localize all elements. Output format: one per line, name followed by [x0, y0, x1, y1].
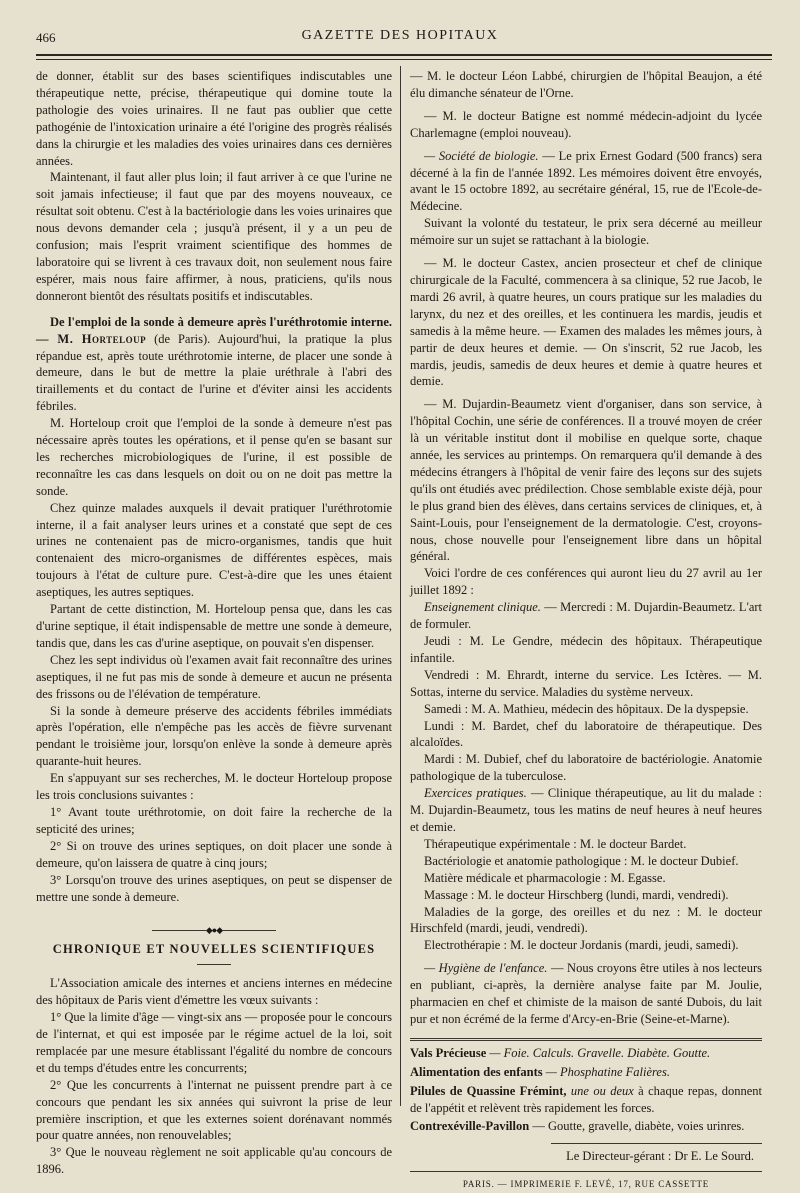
- schedule-item: Maladies de la gorge, des oreilles et du nez : M. le docteur Hirschfeld (mardi, jeudi, vendredi).: [410, 904, 762, 936]
- news-item: [410, 960, 762, 1028]
- ad-text: une ou deux: [570, 1083, 634, 1098]
- header-rule-thin: [36, 59, 772, 60]
- schedule-item: Lundi : M. Bardet, chef du laboratoire de thérapeutique. Des alcaloïdes.: [410, 718, 762, 750]
- article-paragraph: [36, 314, 392, 415]
- paragraph: 2° Que les concurrents à l'internat ne puissent prendre part à ce concours que pendant les six années qui suivront la prise de leur première inscription, et que les externes soient dorénavant nommés pour quatre années, non renouvelables;: [36, 1077, 392, 1143]
- ad-line: [410, 1083, 762, 1117]
- schedule-text: — Clinique thérapeutique, au lit du malade : M. Dujardin-Beaumetz, tous les matins de neuf heures à neuf heures et demie.: [410, 786, 763, 834]
- article-title: De l'emploi de la sonde à demeure après l'uréthrotomie interne.: [50, 314, 392, 329]
- printer-line: PARIS. — IMPRIMERIE F. LEVÉ, 17, RUE CASSETTE: [410, 1171, 762, 1193]
- ornament-divider: ◆●◆: [36, 921, 392, 931]
- ad-brand: Contrexéville-Pavillon: [410, 1119, 530, 1134]
- paragraph: de donner, établit sur des bases scientifiques indiscutables une thérapeutique nette, précise, thérapeutique qui domine toute la pathologie des voies urinaires. Il ne faut pas oublier que cette pathogénie de l'intoxication urinaire a été l'origine des progrès réalisés dans la chirurgie et les maladies des voies urinaires dans ces dernières années.: [36, 69, 392, 168]
- schedule-item: Vendredi : M. Ehrardt, interne du service. Les Ictères. — M. Sottas, interne du service. Maladies du système nerveux.: [410, 667, 762, 699]
- schedule-item: Thérapeutique expérimentale : M. le docteur Bardet.: [424, 836, 687, 851]
- news-text: — Nous croyons être utiles à nos lecteurs en publiant, ci-après, la dernière analyse faite par M. Joulie, pharmacien en chef et chimiste de la maison de santé Dubois, du lait pur et non écrémé de la ferme d'Arcy-en-Brie (Seine-et-Marne).: [410, 961, 763, 1026]
- paragraph: En s'appuyant sur ses recherches, M. le docteur Horteloup propose les trois conclusions suivantes :: [36, 771, 392, 803]
- paragraph: 2° Si on trouve des urines septiques, on doit placer une sonde à demeure, qu'on laissera de quatre à cinq jours;: [36, 838, 392, 870]
- schedule-item: Massage : M. le docteur Hirschberg (lundi, mardi, vendredi).: [424, 887, 729, 902]
- news-item: — M. le docteur Batigne est nommé médecin-adjoint du lycée Charlemagne (emploi nouveau).: [410, 108, 762, 140]
- paragraph: Chez les sept individus où l'examen avait fait reconnaître des urines aseptiques, il ne fut pas mis de sonde à demeure et aucun ne présenta des frissons ou de l'élévation de température.: [36, 652, 392, 701]
- schedule-item: Bactériologie et anatomie pathologique : M. le docteur Dubief.: [424, 853, 739, 868]
- short-rule: [197, 964, 231, 965]
- advertisements: [410, 1038, 762, 1136]
- paragraph: Maintenant, il faut aller plus loin; il faut arriver à ce que l'urine ne soit jamais infectieuse; il faut que par des moyens nouveaux, ce résultat soit obtenu. C'est à la bactériologie dans les voies urinaires que nous devons demander cela ; jusqu'à présent, il y a un peu de confusion; mais l'esprit vraiment scientifique des hommes de laboratoire qui se livrent à ces travaux doit, non seulement nous faire espérer, mais nous faire affirmer, à nous, praticiens, qu'ils nous donneront bientôt des résultats positifs et indiscutables.: [36, 170, 392, 303]
- ad-brand: Pilules de Quassine Frémint,: [410, 1083, 567, 1098]
- paragraph: 1° Avant toute uréthrotomie, on doit faire la recherche de la septicité des urines;: [36, 804, 392, 836]
- column-divider: [400, 66, 401, 1106]
- news-item: — M. Dujardin-Beaumetz vient d'organiser, dans son service, à l'hôpital Cochin, une série de conférences. Il a trouvé moyen de créer là un véritable institut dont il mobilise en quelque sorte, chaque année, les services au printemps. On remarquera qu'il demande à des médecins étrangers à l'hôpital de venir faire des leçons sur des sujets qu'ils ont étudiés avec prédilection. Chose semblable existe déjà, pour le plus grand bien des élèves, dans certains services de cliniques, et, à Saint-Louis, pour l'enseignement de la dermatologie. C'est, croyons-nous, chose nouvelle pour l'enseignement libre dans un hôpital général.: [410, 397, 762, 564]
- ad-line: [410, 1045, 762, 1062]
- article-text: (de Paris). Aujourd'hui, la pratique la plus répandue est, après toute uréthrotomie interne, de placer une sonde à demeure, dans le but de mettre la plaie uréthrale à l'abri des tiraillements et du contact de l'urine et d'éviter ainsi les accidents fébriles.: [36, 331, 392, 414]
- director-signature: Le Directeur-gérant : Dr E. Le Sourd.: [566, 1149, 754, 1164]
- running-title: GAZETTE DES HOPITAUX: [301, 28, 499, 43]
- schedule-item: Mardi : M. Dubief, chef du laboratoire de bactériologie. Anatomie pathologique de la tuberculose.: [410, 752, 762, 784]
- paragraph: Voici l'ordre de ces conférences qui auront lieu du 27 avril au 1er juillet 1892 :: [410, 566, 762, 598]
- page-header: [36, 26, 764, 50]
- ad-brand: Vals Précieuse: [410, 1045, 487, 1060]
- header-rule: [36, 54, 772, 56]
- ad-text: — Goutte, gravelle, diabète, voies urinres.: [532, 1119, 745, 1134]
- paragraph: M. Horteloup croit que l'emploi de la sonde à demeure n'est pas nécessaire après toutes les opérations, et il pense qu'en se basant sur les recherches microbiologiques de l'urine, il est possible de reconnaître les cas dans lesquels on doit ou on ne doit pas mettre la sonde.: [36, 416, 392, 498]
- ad-text: à chaque repas, donnent de l'appétit et relèvent très rapidement les forces.: [410, 1083, 762, 1115]
- news-lead: — Hygiène de l'enfance.: [424, 961, 548, 976]
- schedule-item: Jeudi : M. Le Gendre, médecin des hôpitaux. Thérapeutique infantile.: [410, 634, 762, 665]
- schedule-item: [410, 785, 762, 836]
- news-lead: — Société de biologie.: [424, 148, 539, 163]
- ad-text: — Foie. Calculs. Gravelle. Diabète. Goutte.: [489, 1045, 711, 1060]
- paragraph: Si la sonde à demeure préserve des accidents fébriles immédiats après l'opération, elle n'empêche pas les accès de fièvre survenant pendant le troisième jour, lorsqu'on enlève la sonde à demeure après quarante-huit heures.: [36, 703, 392, 769]
- paragraph: 3° Lorsqu'on trouve des urines aseptiques, on peut se dispenser de mettre une sonde à demeure.: [36, 872, 392, 904]
- right-column: [410, 68, 762, 1193]
- news-text: — Le prix Ernest Godard (500 francs) sera décerné à la fin de l'année 1892. Les mémoires doivent être envoyés, avant le 15 octobre 1892, au secrétaire général, 15, rue de l'Ecole-de-Médecine.: [410, 148, 762, 214]
- paragraph: 3° Que le nouveau règlement ne soit applicable qu'au concours de 1896.: [36, 1145, 392, 1177]
- schedule-heading: Enseignement clinique.: [424, 600, 541, 615]
- paragraph: 1° Que la limite d'âge — vingt-six ans — proposée pour le concours de l'internat, et qui est imposée par le régime actuel de la loi, soit remplacée par une mesure établissant l'égalité du nombre de concours et du temps d'études entre les concurrents;: [36, 1010, 392, 1075]
- left-column: [36, 68, 392, 1178]
- paragraph: Chez quinze malades auxquels il devait pratiquer l'uréthrotomie interne, il a fait analyser leurs urines et a constaté que sept de ces urines ne contenaient pas de micro-organismes, tandis que huit contenaient des micro-organismes de différentes espèces, mais toujours à l'état de culture pure. C'est-à-dire que les unes étaient aseptiques, les autres septiques.: [36, 500, 392, 600]
- ad-text: — Phosphatine Falières.: [545, 1064, 670, 1079]
- paragraph: Partant de cette distinction, M. Horteloup pensa que, dans les cas d'urine septique, il était indispensable de mettre une sonde à demeure, tandis que, dans les cas d'urine aseptique, on pouvait s'en dispenser.: [36, 602, 392, 650]
- schedule-text: — Mercredi : M. Dujardin-Beaumetz. L'art de formuler.: [410, 600, 763, 632]
- ad-brand: Alimentation des enfants: [410, 1064, 543, 1079]
- article-author: — M. Horteloup: [36, 331, 147, 346]
- schedule-item: [410, 599, 762, 633]
- signature-rule: [551, 1143, 762, 1144]
- news-item: — M. le docteur Léon Labbé, chirurgien de l'hôpital Beaujon, a été élu dimanche sénateur de l'Orne.: [410, 69, 762, 100]
- schedule-heading: Exercices pratiques.: [424, 786, 527, 801]
- schedule-item: Electrothérapie : M. le docteur Jordanis (mardi, jeudi, samedi).: [424, 938, 739, 953]
- schedule-item: Samedi : M. A. Mathieu, médecin des hôpitaux. De la dyspepsie.: [424, 701, 749, 716]
- ad-line: [410, 1064, 762, 1081]
- schedule-item: Matière médicale et pharmacologie : M. Egasse.: [424, 870, 666, 885]
- page-number: 466: [36, 30, 56, 45]
- news-item: [410, 148, 762, 216]
- paragraph: Suivant la volonté du testateur, le prix sera décerné au meilleur mémoire sur un sujet se rattachant à la biologie.: [410, 216, 762, 248]
- ad-line: [410, 1118, 762, 1135]
- paragraph: L'Association amicale des internes et anciens internes en médecine des hôpitaux de Paris vient d'émettre les vœux suivants :: [36, 976, 392, 1008]
- section-title: CHRONIQUE ET NOUVELLES SCIENTIFIQUES: [52, 942, 376, 957]
- news-item: — M. le docteur Castex, ancien prosecteur et chef de clinique chirurgicale de la Faculté, commencera à sa clinique, 52 rue Jacob, le mardi 26 avril, à quatre heures, un cours pratique sur les maladies du larynx, du nez et des oreilles, et les continuera les mardis, jeudis et samedis à la même heure. — Examen des malades les mêmes jours, à partir de deux heures et demie. — On s'inscrit, 52 rue Jacob, les mardis, jeudis, samedis de deux heures et demie à quatre heures et demie.: [410, 256, 762, 389]
